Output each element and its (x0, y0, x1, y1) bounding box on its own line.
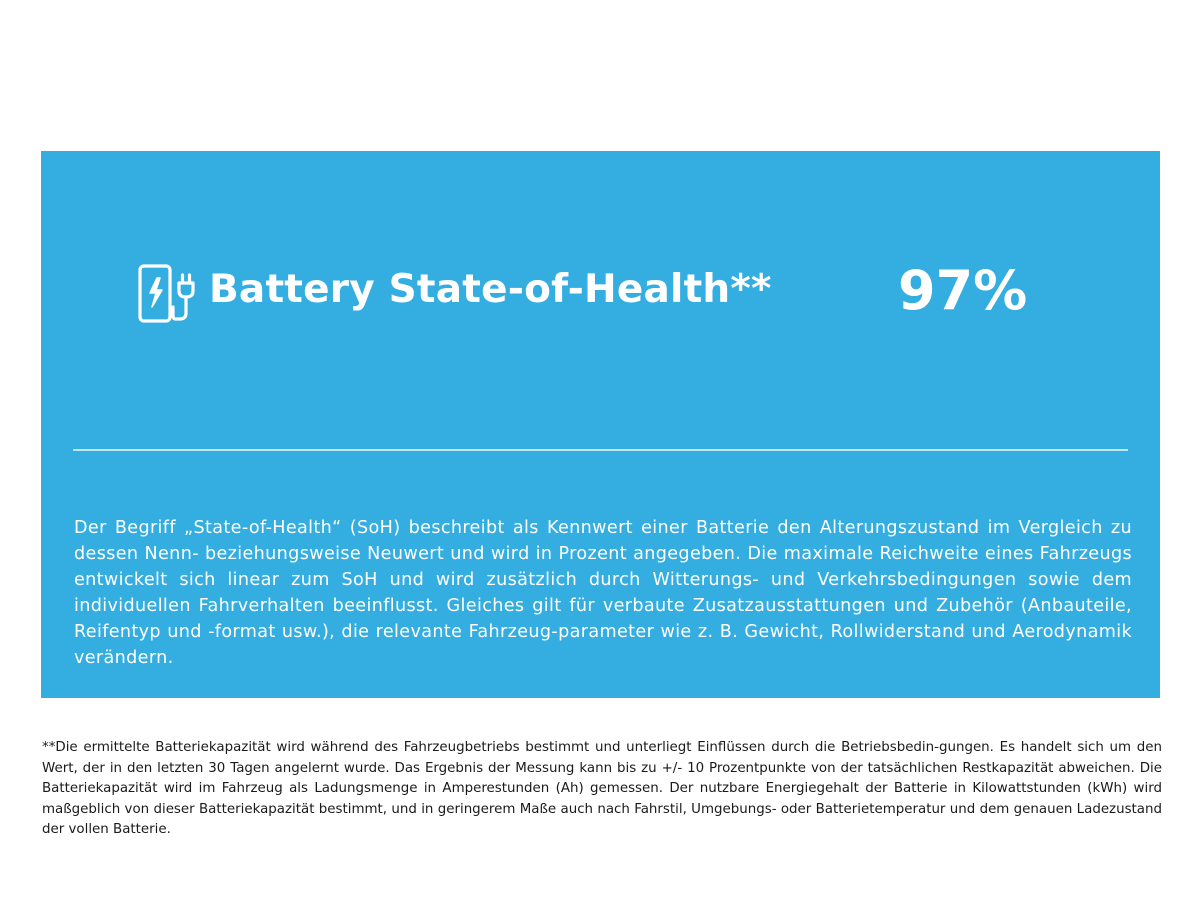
battery-health-panel (41, 151, 1160, 698)
footnote: **Die ermittelte Batteriekapazität wird während des Fahrzeugbetriebs bestimmt und unterliegt Einflüssen durch die Betriebsbedin-gungen. Es handelt sich um den Wert, der in den letzten 30 Tagen angelernt wurde. Das Ergebnis der Messung kann bis zu +/- 10 Prozentpunkte von der tatsächlichen Restkapazität abweichen. Die Batteriekapazität wird im Fahrzeug als Ladungsmenge in Amperestunden (Ah) gemessen. Der nutzbare Energiegehalt der Batterie in Kilowattstunden (kWh) wird maßgeblich von dieser Batteriekapazität bestimmt, und in geringerem Maße auch nach Fahrstil, Umgebungs- oder Batterietemperatur und dem genauen Ladezustand der vollen Batterie. (42, 740, 1162, 837)
battery-health-header (137, 259, 1067, 329)
battery-charging-plug-icon (137, 261, 201, 327)
divider (73, 449, 1128, 451)
panel-title: Battery State-of-Health** (209, 267, 772, 312)
state-of-health-value: 97% (898, 259, 1028, 322)
panel-description: Der Begriff „State-of-Health“ (SoH) beschreibt als Kennwert einer Batterie den Alterungszustand im Vergleich zu dessen Nenn- beziehungsweise Neuwert und wird in Prozent angegeben. Die maximale Reichweite eines Fahrzeugs entwickelt sich linear zum SoH und wird zusätzlich durch Witterungs- und Verkehrsbedingungen sowie dem individuellen Fahrverhalten beeinflusst. Gleiches gilt für verbaute Zusatzausstattungen und Zubehör (Anbauteile, Reifentyp und -format usw.), die relevante Fahrzeug-parameter wie z. B. Gewicht, Rollwiderstand und Aerodynamik verändern. (74, 518, 1132, 668)
